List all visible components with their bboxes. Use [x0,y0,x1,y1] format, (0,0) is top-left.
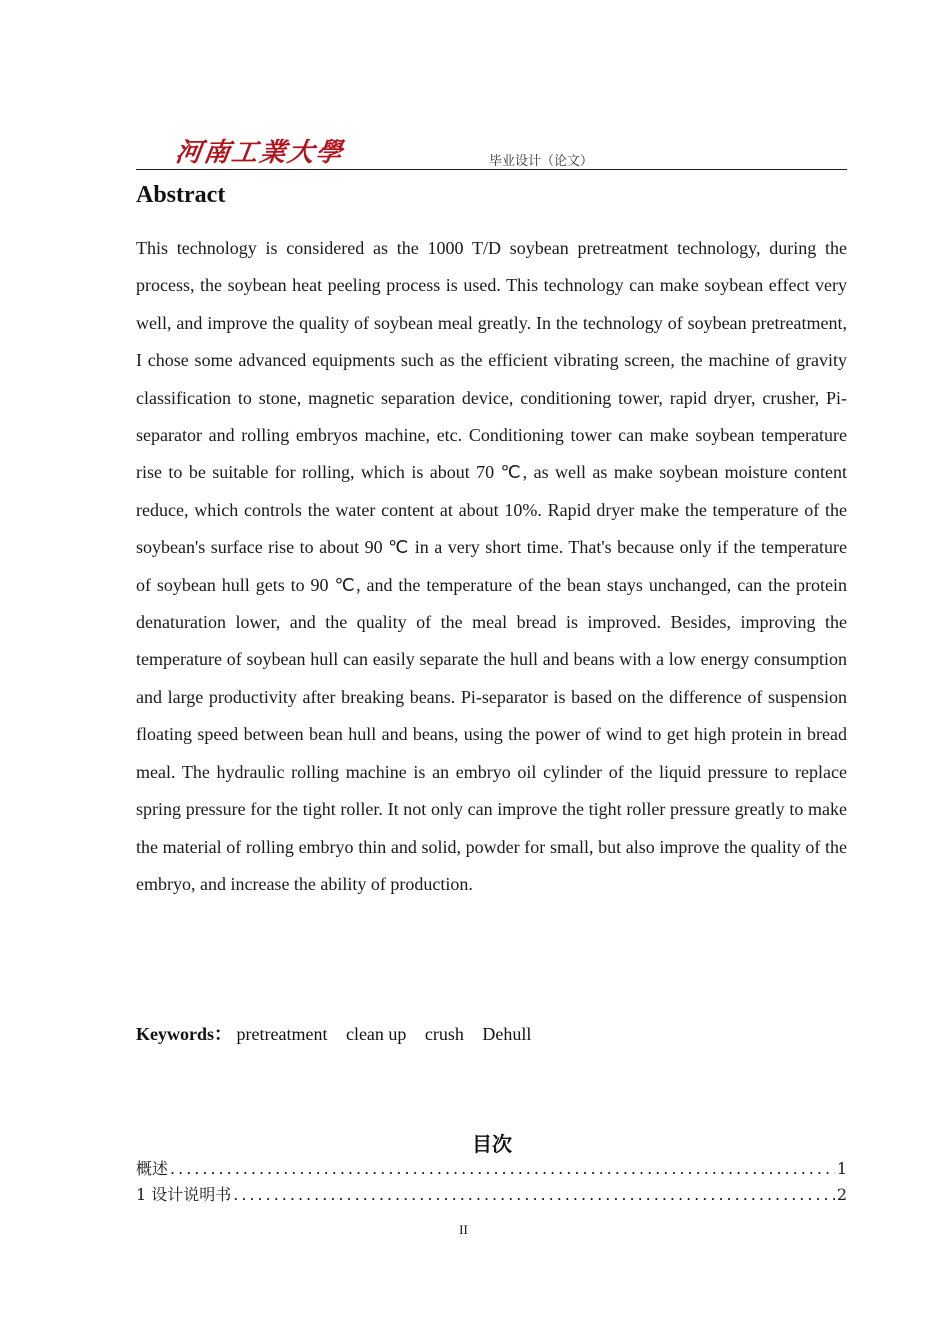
toc-entry-page: 2 [836,1185,847,1204]
toc-leader-dots [233,1185,835,1204]
toc-entry-page: 1 [836,1159,847,1178]
toc-title: 目次 [472,1132,512,1156]
page-number: II [459,1222,468,1237]
keywords-label: Keywords： [136,1024,232,1044]
university-logo: 河南工業大學 [173,138,346,168]
keyword-item: Dehull [482,1024,532,1044]
toc-entry-label: 1 设计说明书 [136,1185,232,1204]
page-header [136,128,847,170]
abstract-body: This technology is considered as the 1000 T/D soybean pretreatment technology, during the process, the soybean heat peeling process is used. This technology can make soybean effect very well, and improve the quality of soybean meal greatly. In the technology of soybean pretreatment, I chose some advanced equipments such as the efficient vibrating screen, the machine of gravity classification to stone, magnetic separation device, conditioning tower, rapid dryer, crusher, Pi-separator and rolling embryos machine, etc. Conditioning tower can make soybean temperature rise to be suitable for rolling, which is about 70 ℃, as well as make soybean moisture content reduce, which controls the water content at about 10%. Rapid dryer make the temperature of the soybean's surface rise to about 90 ℃ in a very short time. That's because only if the temperature of soybean hull gets to 90 ℃, and the temperature of the bean stays unchanged, can the protein denaturation lower, and the quality of the meal bread is improved. Besides, improving the temperature of soybean hull can easily separate the hull and beans with a low energy consumption and large productivity after breaking beans. Pi-separator is based on the difference of suspension floating speed between bean hull and beans, using the power of wind to get high protein in bread meal. The hydraulic rolling machine is an embryo oil cylinder of the liquid pressure to replace spring pressure for the tight roller. It not only can improve the tight roller pressure greatly to make the material of rolling embryo thin and solid, powder for small, but also improve the quality of the embryo, and increase the ability of production. [136,238,847,894]
keyword-item: clean up [345,1024,407,1044]
keywords-line [136,1020,545,1046]
toc-entry-label: 概述 [136,1159,169,1178]
keyword-item: pretreatment [236,1024,328,1044]
toc-leader-dots [170,1159,835,1178]
keyword-item: crush [424,1024,464,1044]
header-title: 毕业设计（论文） [489,154,594,169]
abstract-heading: Abstract [136,182,226,208]
toc-entry[interactable] [136,1182,847,1205]
toc-entry[interactable] [136,1156,847,1179]
